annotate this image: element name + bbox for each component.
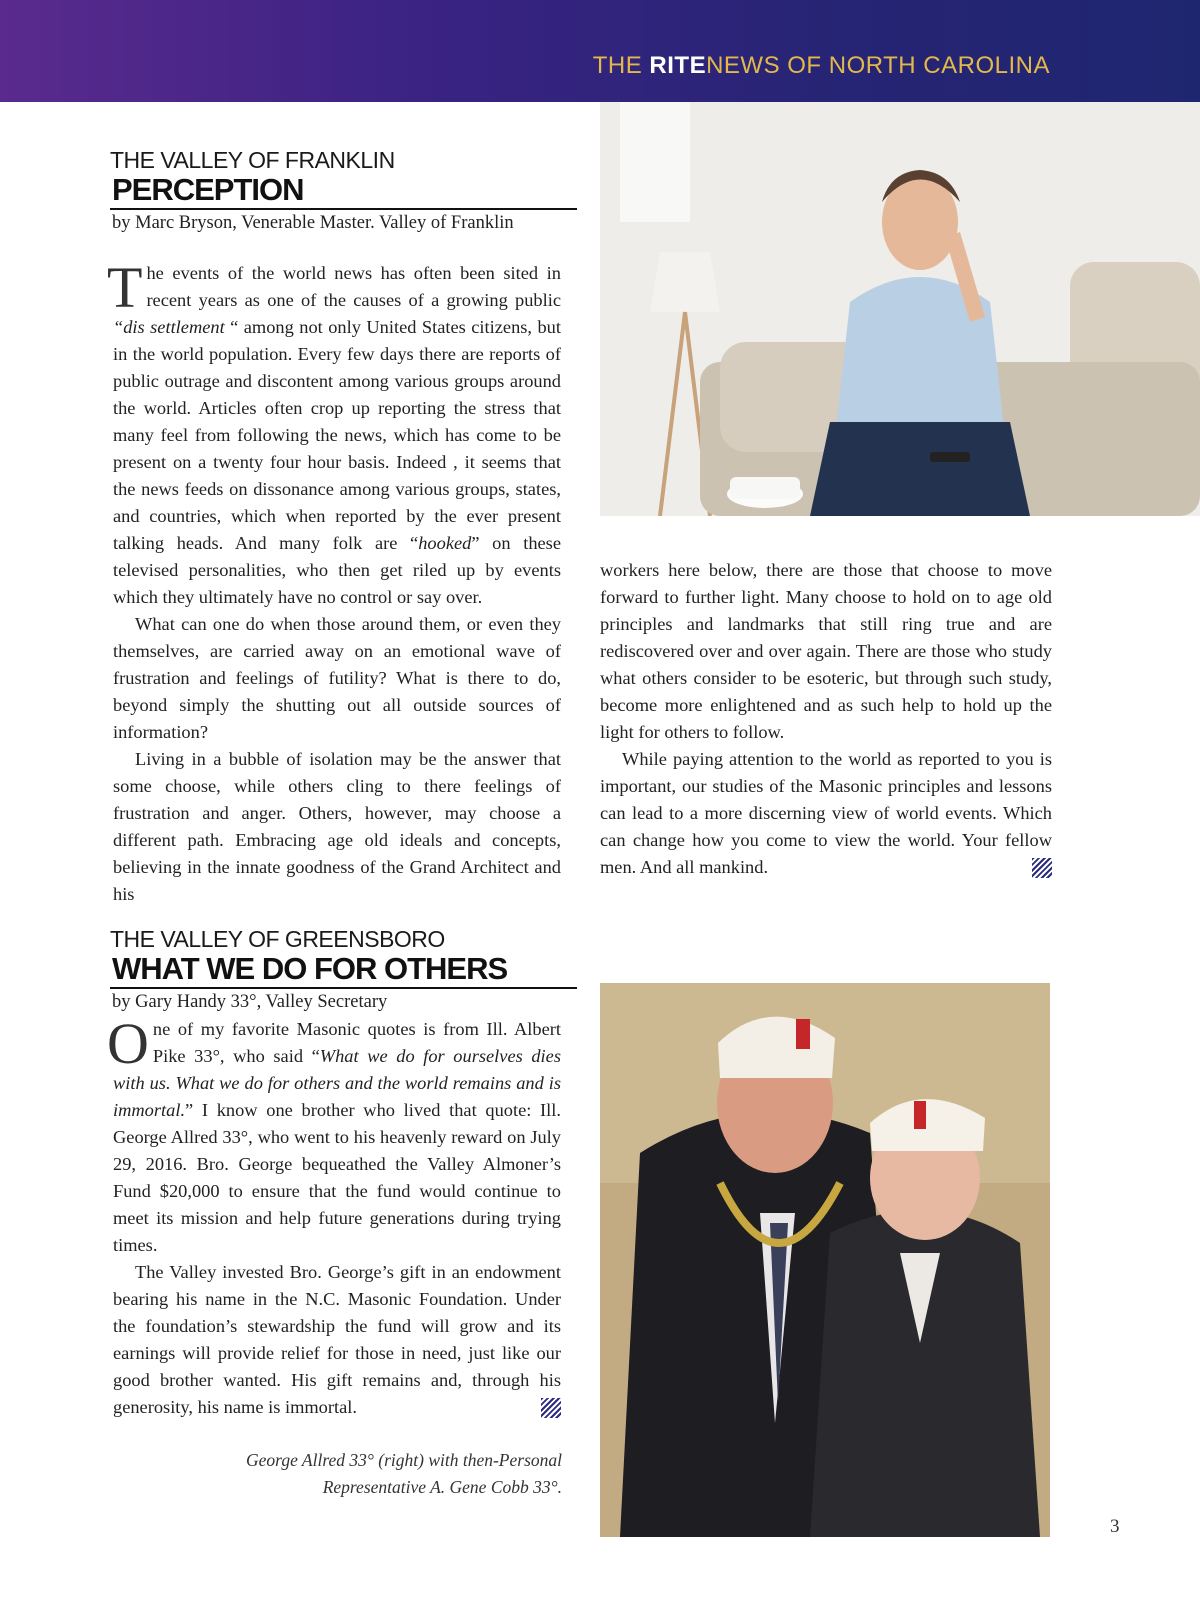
article1-paragraph-5	[600, 746, 1052, 881]
article2-valley: THE VALLEY OF GREENSBORO	[110, 926, 445, 952]
article1-paragraph-3: Living in a bubble of isolation may be the answer that some choose, while others cling to there feelings of frustration and anger. Others, however, may choose a different path. Embracing age old ideals and concepts, believing in the innate goodness of the Grand Architect and his	[113, 749, 561, 904]
article2-byline: by Gary Handy 33°, Valley Secretary	[112, 992, 388, 1012]
article2-p1-text-a: ne of my favorite Masonic quotes is from Ill. Albert Pike 33°, who said “	[152, 1019, 561, 1066]
article2-column	[107, 1011, 561, 1421]
article2-p1-italic: What we do for ourselves dies with us. What we do for others and the world remains and is immortal.	[113, 1046, 561, 1120]
photo-masons-illustration	[600, 983, 1050, 1537]
page-number: 3	[1110, 1516, 1120, 1537]
article1-p1-text-c: ” on these televised personalities, who then get riled up by events which they ultimately have no control or say over.	[113, 533, 561, 607]
article1-p1-italic: “dis settlement	[113, 317, 225, 337]
article1-heading	[110, 147, 580, 236]
photo-two-masons	[600, 983, 1050, 1537]
article1-p1-italic-2: hooked	[418, 533, 472, 553]
article1-paragraph-1	[107, 255, 561, 611]
article1-p1-text-b: “ among not only United States citizens, but in the world population. Every few days there are reports of public outrage and discontent among various groups around the world. Articles often crop up reporting the stress that many feel from following the news, which has come to be present on a twenty four hour basis. Indeed , it seems that the news feeds on dissonance among various groups, states, and countries, which when reported by the ever present talking heads. And many folk are “	[113, 317, 561, 553]
article1-right-column	[600, 557, 1052, 881]
article2-p2-text: The Valley invested Bro. George’s gift in an endowment bearing his name in the N.C. Masonic Foundation. Under the foundation’s stewardship the fund will grow and its earnings will provide relief for those in need, just like our good brother wanted. His gift remains and, through his generosity, his name is immortal.	[113, 1262, 561, 1417]
article2-paragraph-2	[113, 1259, 561, 1421]
masthead-brand: RITE	[649, 52, 707, 79]
article1-byline: by Marc Bryson, Venerable Master. Valley of Franklin	[112, 213, 514, 233]
header-band	[0, 0, 1200, 102]
caption-line-2: Representative A. Gene Cobb 33°.	[322, 1477, 562, 1497]
end-mark-icon	[541, 1398, 561, 1418]
article2-dropcap: O	[107, 1011, 149, 1076]
article1-paragraph-2: What can one do when those around them, or even they themselves, are carried away on an emotional wave of frustration and feelings of futility? What is there to do, beyond simply the shutting out all outside sources of information?	[113, 614, 561, 742]
article2-heading	[110, 926, 580, 1015]
photo-man-on-sofa	[600, 102, 1200, 516]
article2-p1-text-b: ” I know one brother who lived that quote: Ill. George Allred 33°, who went to his heavenly reward on July 29, 2016. Bro. George bequeathed the Valley Almoner’s Fund $20,000 to ensure that the fund would continue to meet its mission and help future generations during trying times.	[113, 1100, 561, 1255]
photo-caption	[200, 1447, 562, 1501]
caption-line-1: George Allred 33° (right) with then-Personal	[246, 1450, 562, 1470]
article2-paragraph-1	[107, 1011, 561, 1259]
article1-p1-text-a: he events of the world news has often been sited in recent years as one of the causes of a growing public	[146, 263, 561, 310]
article1-p5-text: While paying attention to the world as reported to you is important, our studies of the Masonic principles and lessons can lead to a more discerning view of world events. Which can change how you come to view the world. Your fellow men. And all mankind.	[600, 749, 1052, 877]
masthead-prefix: THE	[592, 52, 650, 79]
end-mark-icon	[1032, 858, 1052, 878]
article1-left-column	[107, 255, 561, 908]
masthead	[593, 52, 1050, 80]
article1-dropcap: T	[107, 255, 143, 320]
article1-paragraph-4: workers here below, there are those that choose to move forward to further light. Many choose to hold on to age old principles and landmarks that still ring true and are rediscovered over and over again. There are those who study what others consider to be esoteric, but through such study, become more enlightened and as such help to hold up the light for others to follow.	[600, 560, 1052, 742]
article2-headline: WHAT WE DO FOR OTHERS	[110, 952, 577, 989]
masthead-suffix: NEWS OF NORTH CAROLINA	[706, 52, 1050, 79]
article1-valley: THE VALLEY OF FRANKLIN	[110, 147, 395, 173]
photo-man-illustration	[600, 102, 1200, 516]
article1-headline: PERCEPTION	[110, 173, 577, 210]
